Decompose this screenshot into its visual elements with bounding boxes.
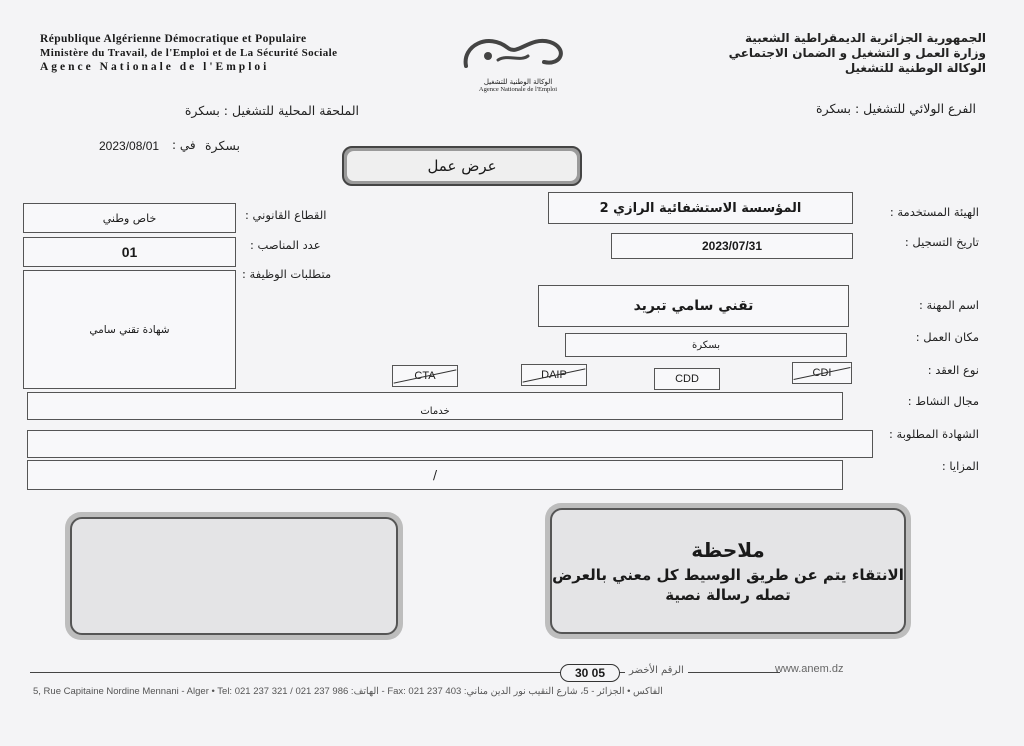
footer-address: 5, Rue Capitaine Nordine Mennani - Alger • Tel: 021 237 321 / 021 237 986 :الهاتف - Fax: 021 237 403 :الفاكس • الجزائر - 5، شارع النقيب نور الدين مناني xyxy=(33,686,663,697)
legal-sector-value: خاص وطني xyxy=(23,203,236,233)
date-value: 2023/08/01 xyxy=(99,139,160,153)
place-label: بسكرة xyxy=(205,138,240,153)
positions-label: عدد المناصب : xyxy=(250,238,321,252)
header-ar-line2: وزارة العمل و التشغيل و الضمان الاجتماعي xyxy=(728,46,986,60)
green-number-badge: 30 05 xyxy=(560,664,620,682)
empty-panel-frame xyxy=(65,512,403,640)
header-ar-line3: الوكالة الوطنية للتشغيل xyxy=(844,61,986,75)
requirements-label: متطلبات الوظيفة : xyxy=(242,267,332,281)
benefits-label: المزايا : xyxy=(941,459,979,473)
regional-agency-label: الفرع الولائي للتشغيل : بسكرة xyxy=(816,101,976,116)
job-name-label: اسم المهنة : xyxy=(919,298,979,312)
contract-option-cdd: CDD xyxy=(654,368,720,390)
note-panel xyxy=(550,508,906,634)
reg-date-value: 2023/07/31 xyxy=(611,233,853,259)
header-fr-line2: Ministère du Travail, de l'Emploi et de La Sécurité Sociale xyxy=(40,47,338,59)
contract-option-daip: DAIP xyxy=(521,364,587,386)
work-place-value: بسكرة xyxy=(565,333,847,357)
anem-logo xyxy=(458,26,598,96)
header-fr-line1: République Algérienne Démocratique et Populaire xyxy=(40,33,307,45)
requirements-value: شهادة تقني سامي xyxy=(23,270,236,389)
benefits-value: / xyxy=(27,460,843,490)
header-ar-line1: الجمهورية الجزائرية الديمقراطية الشعبية xyxy=(744,31,986,45)
local-agency-label: الملحقة المحلية للتشغيل : بسكرة xyxy=(184,103,359,118)
employer-label: الهيئة المستخدمة : xyxy=(889,205,979,219)
date-label: في : xyxy=(172,138,196,152)
work-place-label: مكان العمل : xyxy=(915,330,979,344)
activity-value: خدمات xyxy=(27,392,843,420)
note-title: ملاحظة xyxy=(691,538,765,562)
logo-fr-caption: Agence Nationale de l'Emploi xyxy=(478,86,558,93)
website: www.anem.dz xyxy=(775,663,844,675)
header-fr-line3: Agence Nationale de l'Emploi xyxy=(40,61,270,73)
degree-value xyxy=(27,430,873,458)
note-line1: الانتقاء يتم عن طريق الوسيط كل معني بالعرض xyxy=(552,566,904,584)
note-line2: تصله رسالة نصية xyxy=(665,586,791,604)
positions-value: 01 xyxy=(23,237,236,267)
activity-label: مجال النشاط : xyxy=(907,394,979,408)
title-frame xyxy=(342,146,582,186)
logo-mark-icon xyxy=(458,26,598,74)
employer-value: المؤسسة الاستشفائية الرازي 2 xyxy=(548,192,853,224)
contract-option-cta: CTA xyxy=(392,365,458,387)
logo-ar-caption: الوكالة الوطنية للتشغيل xyxy=(483,78,553,86)
green-number-label: الرقم الأخضر xyxy=(625,665,688,676)
job-name-value: تقني سامي تبريد xyxy=(538,285,849,327)
empty-panel xyxy=(70,517,398,635)
note-panel-frame xyxy=(545,503,911,639)
legal-sector-label: القطاع القانوني : xyxy=(245,208,327,222)
degree-label: الشهادة المطلوبة : xyxy=(889,427,979,441)
reg-date-label: تاريخ التسجيل : xyxy=(904,235,979,249)
contract-type-label: نوع العقد : xyxy=(927,363,979,377)
title-text: عرض عمل xyxy=(347,151,577,181)
contract-option-cdi: CDI xyxy=(792,362,852,384)
